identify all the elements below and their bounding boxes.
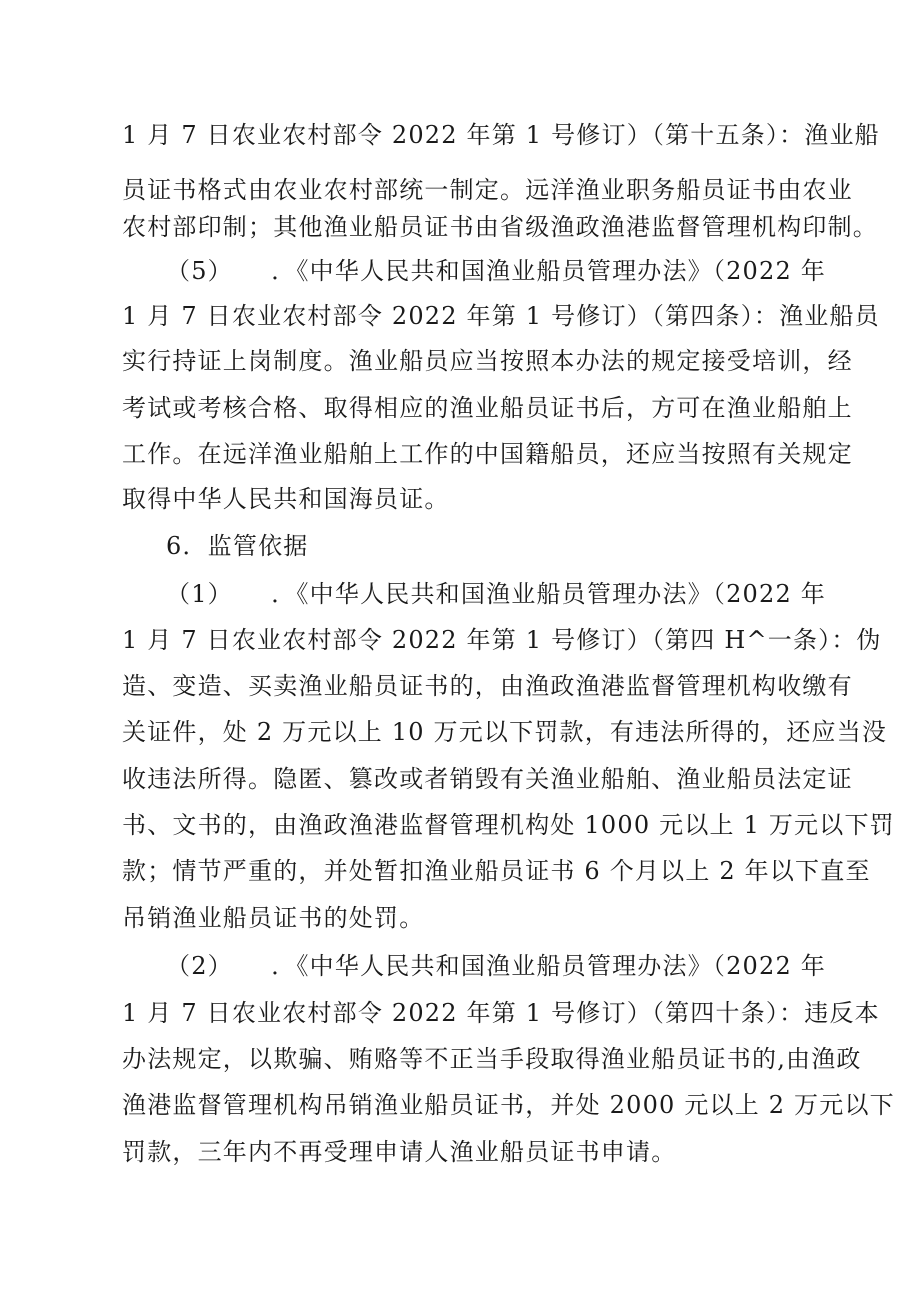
text-line: 款；情节严重的，并处暂扣渔业船员证书 6 个月以上 2 年以下直至 <box>122 857 871 885</box>
text-line: 罚款，三年内不再受理申请人渔业船员证书申请。 <box>122 1138 677 1166</box>
text-line: 农村部印制；其他渔业船员证书由省级渔政渔港监督管理机构印制。 <box>122 213 878 241</box>
text-line: 造、变造、买卖渔业船员证书的，由渔政渔港监督管理机构收缴有 <box>122 672 853 700</box>
text-line: 员证书格式由农业农村部统一制定。远洋渔业职务船员证书由农业 <box>122 176 853 204</box>
section-heading: 6．监管依据 <box>166 532 309 560</box>
clause-2-heading: （2） ．《中华人民共和国渔业船员管理办法》（2022 年 <box>166 952 826 980</box>
text-line: 办法规定，以欺骗、贿赂等不正当手段取得渔业船员证书的,由渔政 <box>122 1045 862 1073</box>
text-line: 收违法所得。隐匿、篡改或者销毁有关渔业船舶、渔业船员法定证 <box>122 765 853 793</box>
text-line: 1 月 7 日农业农村部令 2022 年第 1 号修订）（第四十条）：违反本 <box>122 999 880 1027</box>
text-line: 1 月 7 日农业农村部令 2022 年第 1 号修订）（第四条）：渔业船员 <box>122 302 880 330</box>
text-line: 吊销渔业船员证书的处罚。 <box>122 904 425 932</box>
text-line: 关证件，处 2 万元以上 10 万元以下罚款，有违法所得的，还应当没 <box>122 718 888 746</box>
clause-1-heading: （1） ．《中华人民共和国渔业船员管理办法》（2022 年 <box>166 580 826 608</box>
text-line: 1 月 7 日农业农村部令 2022 年第 1 号修订）（第四 H^一条）：伪 <box>122 626 882 654</box>
text-line: 1 月 7 日农业农村部令 2022 年第 1 号修订）（第十五条）：渔业船 <box>122 121 880 149</box>
text-line: 取得中华人民共和国海员证。 <box>122 485 450 513</box>
text-line: 渔港监督管理机构吊销渔业船员证书，并处 2000 元以上 2 万元以下 <box>122 1091 895 1119</box>
text-line: 书、文书的，由渔政渔港监督管理机构处 1000 元以上 1 万元以下罚 <box>122 811 895 839</box>
text-line: 实行持证上岗制度。渔业船员应当按照本办法的规定接受培训，经 <box>122 347 853 375</box>
text-line: 工作。在远洋渔业船舶上工作的中国籍船员，还应当按照有关规定 <box>122 440 853 468</box>
clause-5-heading: （5） ．《中华人民共和国渔业船员管理办法》（2022 年 <box>166 257 826 285</box>
text-line: 考试或考核合格、取得相应的渔业船员证书后，方可在渔业船舶上 <box>122 394 853 422</box>
